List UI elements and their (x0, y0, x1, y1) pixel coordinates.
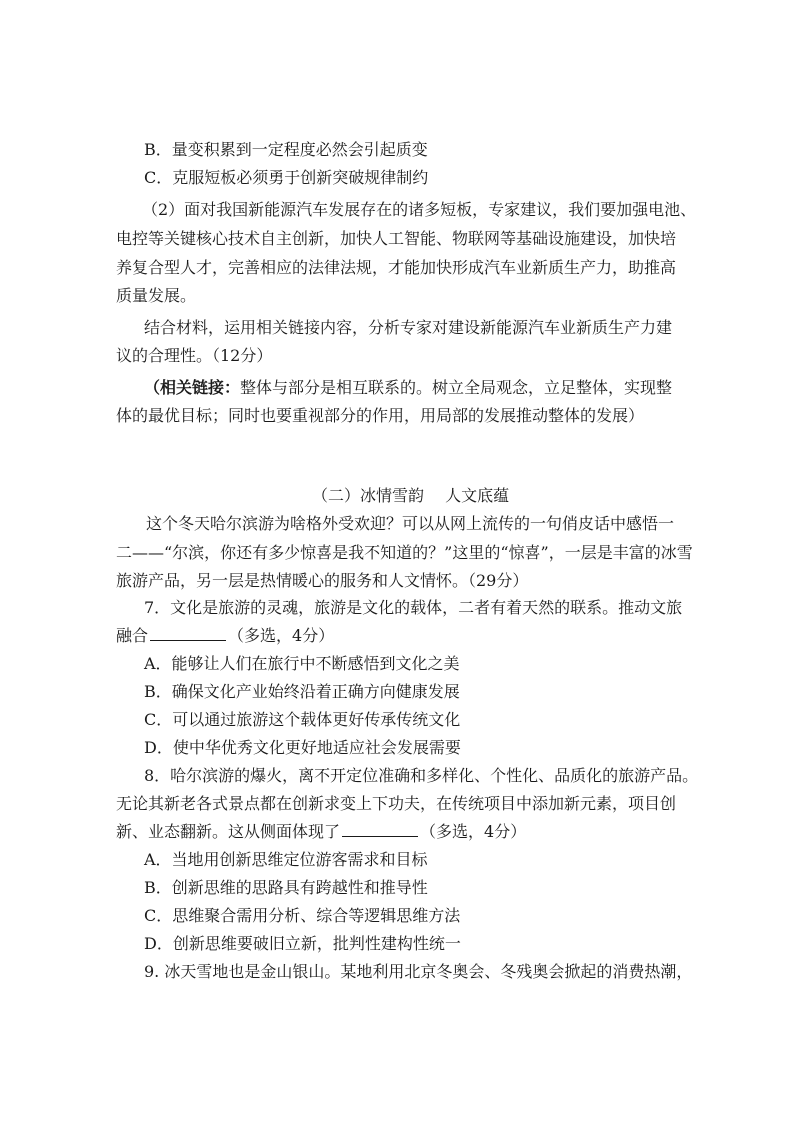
section2-intro-line3: 旅游产品，另一层是热情暖心的服务和人文情怀。（29分） (116, 571, 529, 590)
q8-stem-post: （多选，4分） (420, 822, 527, 841)
related-link-text1: 整体与部分是相互联系的。树立全局观念，立足整体，实现整 (240, 378, 673, 397)
section2-intro-line2: 二——“尔滨，你还有多少惊喜是我不知道的？”这里的“惊喜”，一层是丰富的冰雪 (116, 543, 693, 562)
q8-option-b: B．创新思维的思路具有跨越性和推导性 (144, 878, 428, 897)
q6-part2-task-line1: 结合材料，运用相关链接内容，分析专家对建设新能源汽车业新质生产力建 (144, 318, 673, 337)
q9-stem-line1: 9. 冰天雪地也是金山银山。某地利用北京冬奥会、冬残奥会掀起的消费热潮， (144, 962, 693, 981)
q7-stem-pre: 融合 (116, 626, 149, 645)
q8-stem-line2: 无论其新老各式景点都在创新求变上下功夫，在传统项目中添加新元素，项目创 (116, 794, 677, 813)
q7-stem-post: （多选，4分） (228, 626, 335, 645)
q7-stem-line1: 7．文化是旅游的灵魂，旅游是文化的载体，二者有着天然的联系。推动文旅 (144, 598, 683, 617)
q8-stem-line3 (116, 822, 526, 842)
q7-option-d: D．使中华优秀文化更好地适应社会发展需要 (144, 738, 461, 757)
q7-option-c: C．可以通过旅游这个载体更好传承传统文化 (144, 710, 461, 729)
q7-option-b: B．确保文化产业始终沿着正确方向健康发展 (144, 682, 460, 701)
q7-answer-blank[interactable] (150, 626, 226, 641)
q7-option-a: A．能够让人们在旅行中不断感悟到文化之美 (144, 654, 460, 673)
q6-option-c: C．克服短板必须勇于创新突破规律制约 (144, 168, 429, 187)
q8-option-d: D．创新思维要破旧立新，批判性建构性统一 (144, 934, 461, 953)
section2-heading: （二）冰情雪韵 人文底蕴 (312, 486, 510, 505)
q6-part2-para-line4: 质量发展。 (116, 286, 197, 305)
related-link-line1 (144, 378, 672, 398)
q7-stem-line2 (116, 626, 334, 646)
q8-option-a: A．当地用创新思维定位游客需求和目标 (144, 850, 428, 869)
q6-part2-para-line1: （2）面对我国新能源汽车发展存在的诸多短板，专家建议，我们要加强电池、 (142, 200, 697, 219)
q6-part2-para-line3: 养复合型人才，完善相应的法律法规，才能加快形成汽车业新质生产力，助推高 (116, 258, 677, 277)
q6-option-b: B．量变积累到一定程度必然会引起质变 (144, 140, 428, 159)
q8-stem-line1: 8．哈尔滨游的爆火，离不开定位准确和多样化、个性化、品质化的旅游产品。 (144, 766, 699, 785)
related-link-label: （相关链接： (144, 378, 241, 397)
q8-stem-pre: 新、业态翻新。这从侧面体现了 (116, 822, 341, 841)
q6-part2-task-line2: 议的合理性。（12分） (116, 346, 273, 365)
q8-option-c: C．思维聚合需用分析、综合等逻辑思维方法 (144, 906, 461, 925)
related-link-line2: 体的最优目标；同时也要重视部分的作用，用局部的发展推动整体的发展） (116, 406, 645, 425)
section2-intro-line1: 这个冬天哈尔滨游为啥格外受欢迎？可以从网上流传的一句俏皮话中感悟一 (146, 514, 675, 533)
q8-answer-blank[interactable] (342, 822, 418, 837)
q6-part2-para-line2: 电控等关键核心技术自主创新，加快人工智能、物联网等基础设施建设，加快培 (116, 229, 677, 248)
